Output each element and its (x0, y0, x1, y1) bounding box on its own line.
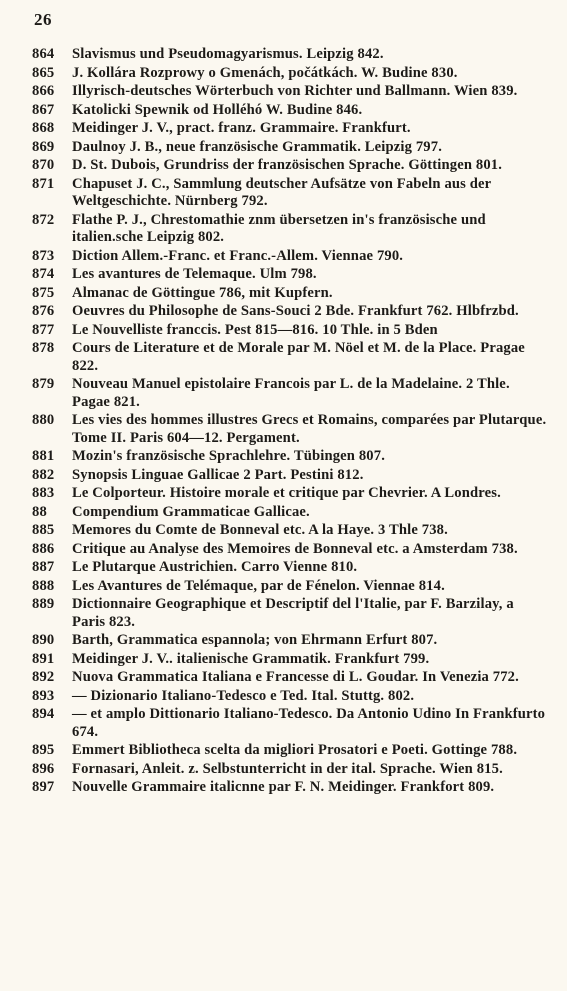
catalog-entry (32, 157, 550, 175)
entry-text: Illyrisch-deutsches Wörterbuch von Richter und Ballmann. Wien 839. (72, 83, 518, 99)
entry-text: Slavismus und Pseudomagyarismus. Leipzig 842. (72, 46, 384, 62)
entry-number: 875 (32, 284, 55, 301)
entry-number: 893 (32, 687, 55, 704)
entry-text: Le Nouvelliste franccis. Pest 815—816. 10 Thle. in 5 Bden (72, 321, 438, 338)
entry-text: Daulnoy J. B., neue französische Grammatik. Leipzig 797. (72, 138, 442, 155)
catalog-entry (32, 322, 550, 340)
entry-text: Critique au Analyse des Memoires de Bonneval etc. a Amsterdam 738. (72, 540, 518, 557)
entry-text: J. Kollára Rozprowy o Gmenách, počátkách. W. Budine 830. (72, 64, 458, 81)
catalog-entry (32, 448, 550, 466)
catalog-entry (32, 467, 550, 485)
entry-number: 879 (32, 376, 55, 392)
entry-text: — Dizionario Italiano-Tedesco e Ted. Ital. Stuttg. 802. (72, 687, 415, 704)
entry-text: Mozin's französische Sprachlehre. Tübingen 807. (72, 448, 385, 464)
entry-number: 892 (32, 669, 55, 685)
entry-number: 873 (32, 247, 55, 264)
entry-number: 868 (32, 120, 55, 136)
catalog-entry (32, 266, 550, 284)
entry-text: — et amplo Dittionario Italiano-Tedesco. Da Antonio Udino In Frankfurto 674. (72, 706, 546, 740)
catalog-entry (32, 65, 550, 83)
catalog-entry (32, 522, 550, 540)
entry-number: 876 (32, 303, 55, 319)
entry-number: 886 (32, 540, 55, 557)
catalog-entry (32, 578, 550, 596)
entry-text: Fornasari, Anleit. z. Selbstunterricht in der ital. Sprache. Wien 815. (72, 760, 503, 777)
entry-text: Chapuset J. C., Sammlung deutscher Aufsätze von Fabeln aus der Weltgeschichte. Nürnberg 792. (72, 175, 492, 209)
entry-number: 869 (32, 138, 55, 155)
entry-text: Compendium Grammaticae Gallicae. (72, 503, 310, 520)
entry-text: Katolicki Spewnik od Holléhó W. Budine 846. (72, 101, 363, 118)
catalog-entry (32, 688, 550, 706)
catalog-entry (32, 779, 550, 797)
entry-number: 890 (32, 632, 55, 648)
entry-text: Memores du Comte de Bonneval etc. A la Haye. 3 Thle 738. (72, 522, 448, 538)
entry-number: 880 (32, 412, 55, 428)
entry-number: 888 (32, 577, 55, 594)
entry-number: 897 (32, 779, 55, 795)
entry-number: 891 (32, 650, 55, 667)
entry-text: Oeuvres du Philosophe de Sans-Souci 2 Bde. Frankfurt 762. Hlbfrzbd. (72, 303, 519, 319)
entry-text: Nouvelle Grammaire italicnne par F. N. Meidinger. Frankfort 809. (72, 779, 495, 795)
entry-text: Flathe P. J., Chrestomathie znm übersetzen in's französische und italien.sche Leipzig 802. (72, 211, 486, 245)
entry-number: 881 (32, 448, 55, 464)
catalog-entry (32, 485, 550, 503)
entry-number: 88 (32, 503, 47, 520)
entry-text: Nuova Grammatica Italiana e Francesse di L. Goudar. In Venezia 772. (72, 669, 519, 685)
catalog-entry (32, 504, 550, 522)
catalog-entry (32, 632, 550, 650)
entry-text: Meidinger J. V., pract. franz. Grammaire. Frankfurt. (72, 120, 411, 136)
catalog-entry (32, 376, 550, 411)
entry-number: 895 (32, 742, 55, 758)
catalog-entry (32, 248, 550, 266)
catalog-entry (32, 120, 550, 138)
entry-number: 867 (32, 101, 55, 118)
entry-text: Nouveau Manuel epistolaire Francois par L. de la Madelaine. 2 Thle. Pagae 821. (72, 376, 510, 410)
catalog-entry (32, 651, 550, 669)
catalog-entry (32, 83, 550, 101)
catalog-entry (32, 102, 550, 120)
catalog-entry (32, 742, 550, 760)
entry-text: Meidinger J. V.. italienische Grammatik. Frankfurt 799. (72, 650, 430, 667)
catalog-entry (32, 412, 550, 447)
catalog-entry-list (32, 46, 550, 798)
entry-number: 887 (32, 559, 55, 575)
catalog-entry (32, 139, 550, 157)
catalog-entry (32, 303, 550, 321)
catalog-entry (32, 541, 550, 559)
entry-number: 878 (32, 340, 55, 356)
catalog-entry (32, 706, 550, 741)
entry-number: 866 (32, 83, 55, 99)
entry-text: Dictionnaire Geographique et Descriptif del l'Italie, par F. Barzilay, a Paris 823. (72, 596, 514, 630)
catalog-entry (32, 559, 550, 577)
catalog-entry (32, 596, 550, 631)
catalog-entry (32, 761, 550, 779)
catalog-entry (32, 285, 550, 303)
entry-number: 877 (32, 321, 55, 338)
entry-number: 871 (32, 175, 55, 192)
entry-number: 883 (32, 485, 55, 501)
entry-text: Synopsis Linguae Gallicae 2 Part. Pestini 812. (72, 466, 364, 483)
entry-number: 885 (32, 522, 55, 538)
entry-text: Le Plutarque Austrichien. Carro Vienne 810. (72, 559, 358, 575)
entry-text: Le Colporteur. Histoire morale et critique par Chevrier. A Londres. (72, 485, 501, 501)
catalog-entry (32, 212, 550, 247)
entry-text: Diction Allem.-Franc. et Franc.-Allem. Viennae 790. (72, 247, 404, 264)
entry-number: 894 (32, 706, 55, 722)
page-number: 26 (34, 10, 52, 29)
entry-text: Barth, Grammatica espannola; von Ehrmann Erfurt 807. (72, 632, 438, 648)
entry-text: Emmert Bibliotheca scelta da migliori Prosatori e Poeti. Gottinge 788. (72, 742, 518, 758)
entry-number: 874 (32, 266, 55, 282)
catalog-entry (32, 340, 550, 375)
entry-number: 864 (32, 46, 55, 62)
catalog-entry (32, 176, 550, 211)
entry-text: Cours de Literature et de Morale par M. Nöel et M. de la Place. Pragae 822. (72, 340, 525, 374)
catalog-entry (32, 669, 550, 687)
entry-text: D. St. Dubois, Grundriss der französischen Sprache. Göttingen 801. (72, 157, 503, 173)
entry-number: 882 (32, 466, 55, 483)
entry-text: Les avantures de Telemaque. Ulm 798. (72, 266, 317, 282)
entry-number: 889 (32, 596, 55, 612)
catalog-entry (32, 46, 550, 64)
entry-text: Almanac de Göttingue 786, mit Kupfern. (72, 284, 333, 301)
entry-number: 896 (32, 760, 55, 777)
entry-text: Les Avantures de Telémaque, par de Fénelon. Viennae 814. (72, 577, 445, 594)
entry-number: 865 (32, 64, 55, 81)
entry-text: Les vies des hommes illustres Grecs et Romains, comparées par Plutarque. Tome II. Paris 604—12. Pergament. (72, 412, 547, 446)
entry-number: 870 (32, 157, 55, 173)
entry-number: 872 (32, 211, 55, 228)
